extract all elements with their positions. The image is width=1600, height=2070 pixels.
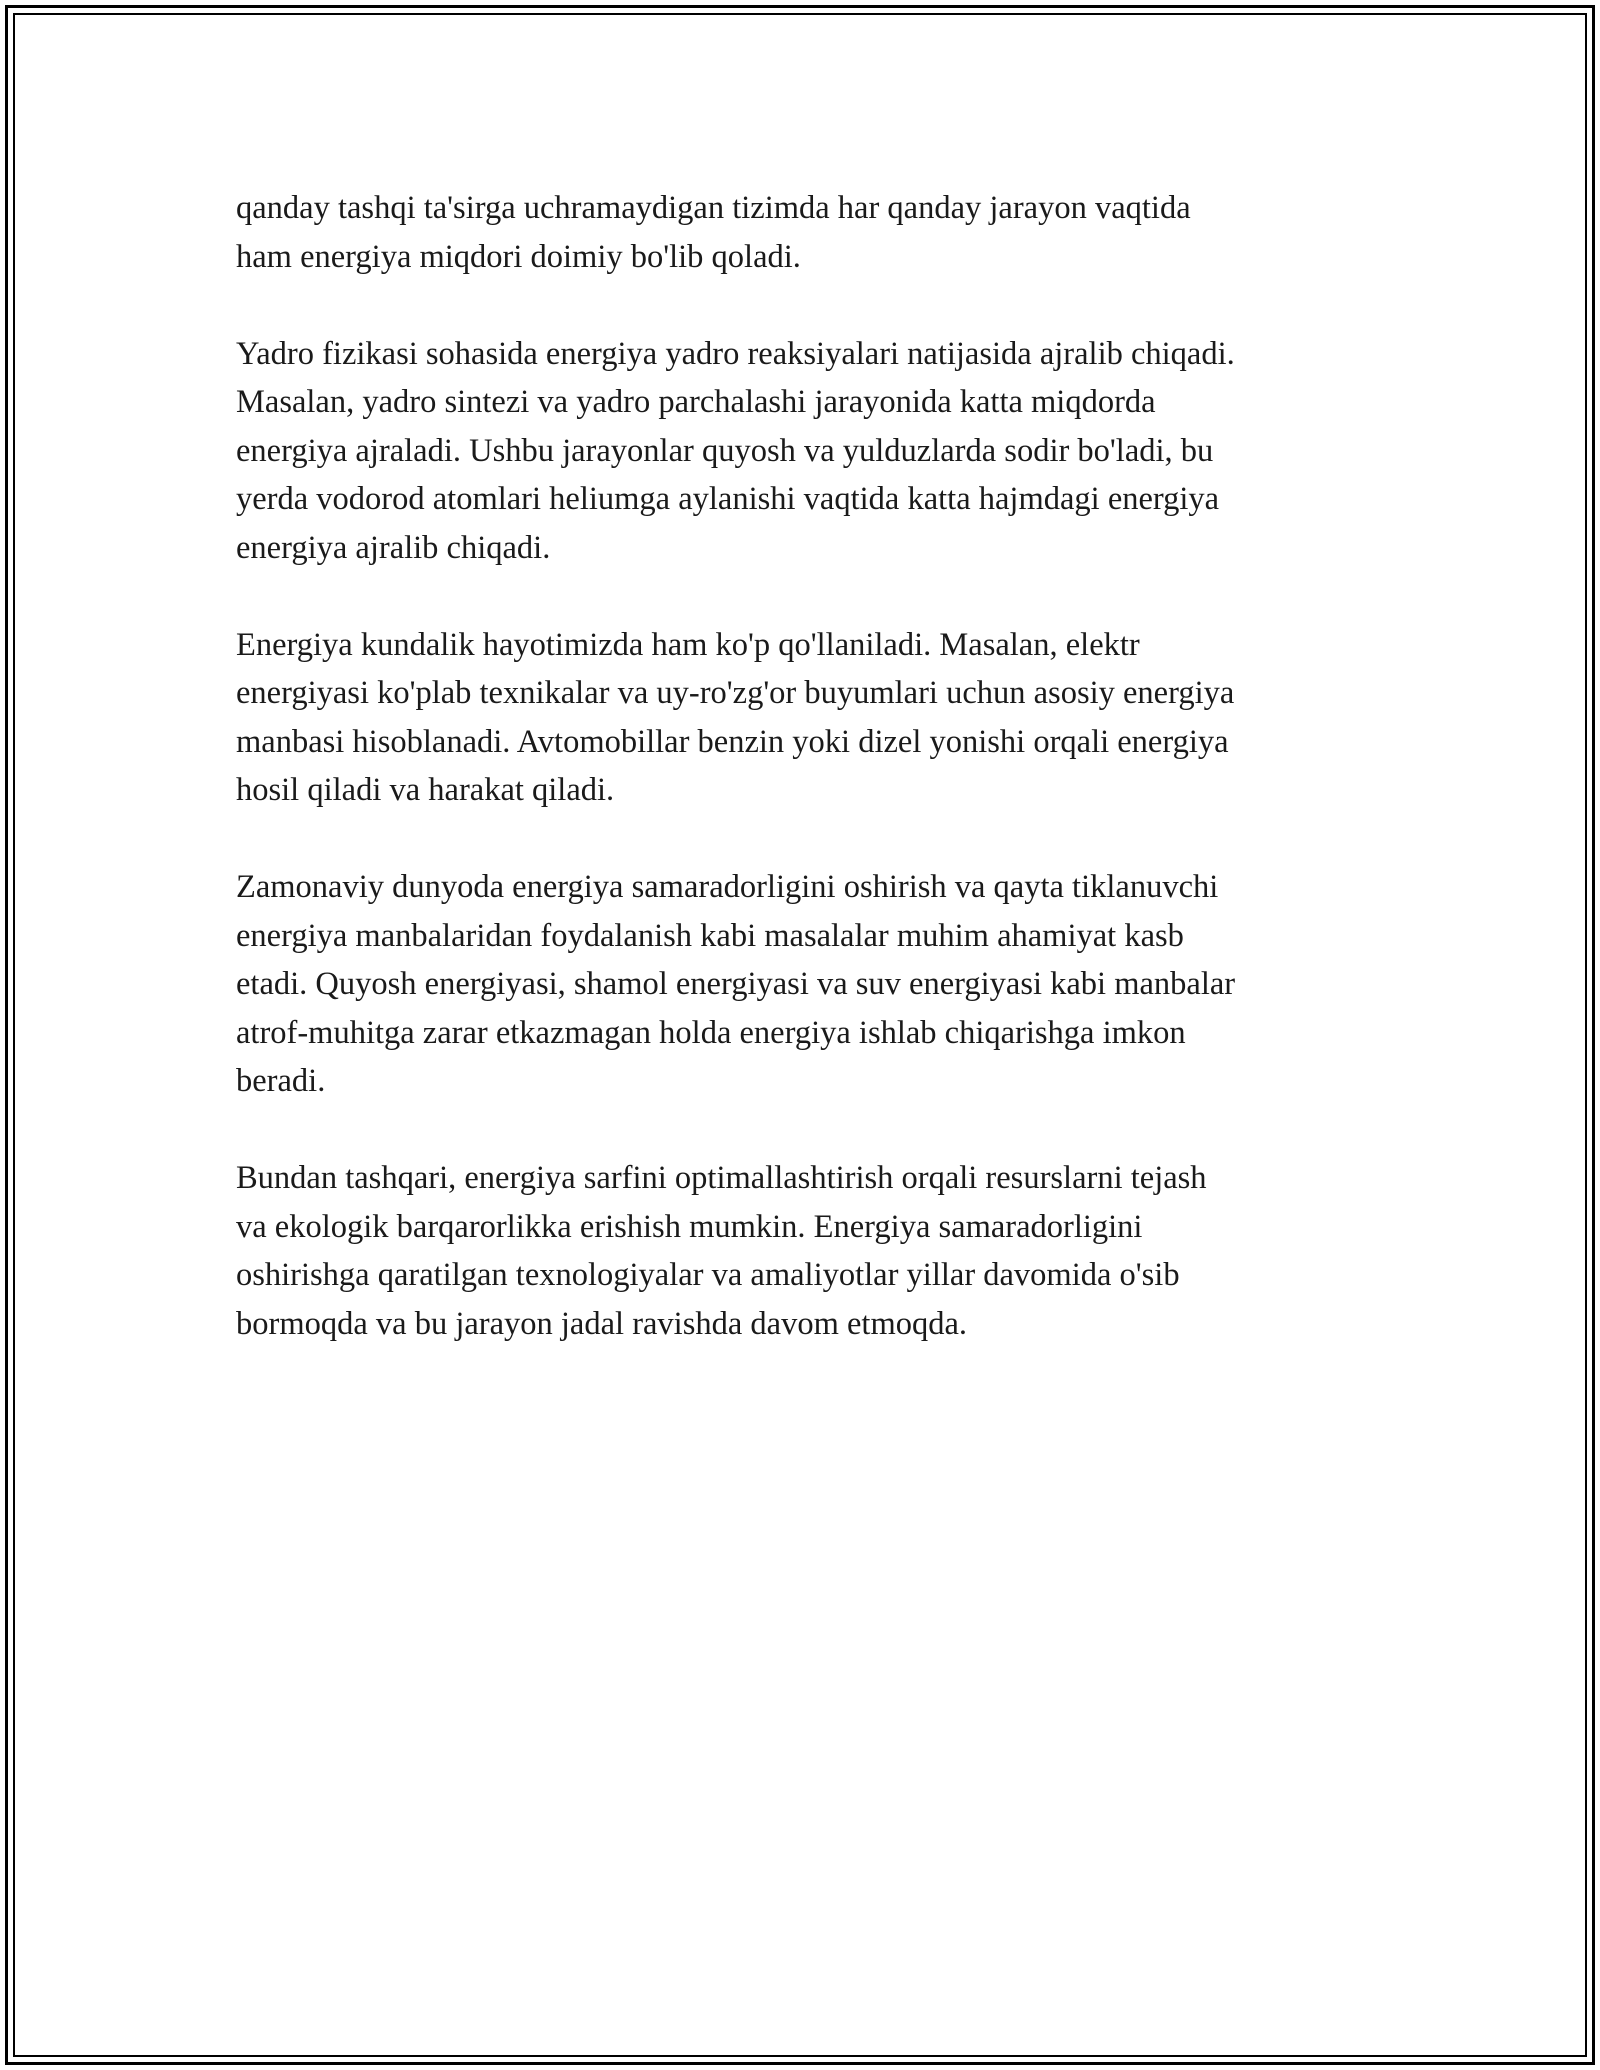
paragraph-4 xyxy=(236,863,1376,1106)
text-line: yerda vodorod atomlari heliumga aylanishi vaqtida katta hajmdagi energiya xyxy=(236,481,1220,517)
text-line: energiya manbalaridan foydalanish kabi masalalar muhim ahamiyat kasb xyxy=(236,917,1184,954)
text-line: hosil qiladi va harakat qiladi. xyxy=(236,772,615,808)
text-line: etadi. Quyosh energiyasi, shamol energiyasi va suv energiyasi kabi manbalar xyxy=(236,966,1236,1002)
text-line: manbasi hisoblanadi. Avtomobillar benzin yoki dizel yonishi orqali energiya xyxy=(236,723,1229,760)
paragraph-1 xyxy=(236,184,1376,281)
text-line: atrof-muhitga zarar etkazmagan holda energiya ishlab chiqarishga imkon xyxy=(236,1014,1186,1051)
paragraph-3 xyxy=(236,621,1376,815)
text-line: Energiya kundalik hayotimizda ham ko'p qo'llaniladi. Masalan, elektr xyxy=(236,626,1140,663)
text-line: Zamonaviy dunyoda energiya samaradorligini oshirish va qayta tiklanuvchi xyxy=(236,869,1219,905)
paragraph-5 xyxy=(236,1154,1376,1348)
text-line: beradi. xyxy=(236,1063,326,1099)
text-line: energiya ajraladi. Ushbu jarayonlar quyosh va yulduzlarda sodir bo'ladi, bu xyxy=(236,432,1214,469)
text-line: bormoqda va bu jarayon jadal ravishda davom etmoqda. xyxy=(236,1305,968,1342)
text-line: va ekologik barqarorlikka erishish mumkin. Energiya samaradorligini xyxy=(236,1208,1143,1245)
text-line: Yadro fizikasi sohasida energiya yadro reaksiyalari natijasida ajralib chiqadi. xyxy=(236,335,1235,372)
text-line: energiyasi ko'plab texnikalar va uy-ro'zg'or buyumlari uchun asosiy energiya xyxy=(236,675,1235,711)
text-line: oshirishga qaratilgan texnologiyalar va amaliyotlar yillar davomida o'sib xyxy=(236,1257,1180,1293)
document-body xyxy=(236,184,1376,1397)
text-line: energiya ajralib chiqadi. xyxy=(236,529,551,566)
paragraph-2 xyxy=(236,330,1376,573)
text-line: ham energiya miqdori doimiy bo'lib qoladi. xyxy=(236,238,801,275)
text-line: Bundan tashqari, energiya sarfini optimallashtirish orqali resurslarni tejash xyxy=(236,1160,1207,1196)
text-line: qanday tashqi ta'sirga uchramaydigan tizimda har qanday jarayon vaqtida xyxy=(236,190,1191,226)
text-line: Masalan, yadro sintezi va yadro parchalashi jarayonida katta miqdorda xyxy=(236,384,1156,420)
